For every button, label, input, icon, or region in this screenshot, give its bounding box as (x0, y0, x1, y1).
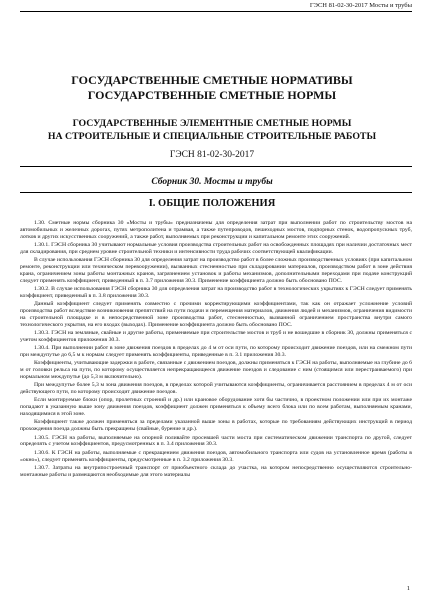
document-code: ГЭСН 81-02-30-2017 (169, 150, 255, 160)
page-number: 1 (406, 585, 410, 592)
sub-title-line: ГОСУДАРСТВЕННЫЕ ЭЛЕМЕНТНЫЕ СМЕТНЫЕ НОРМЫ (72, 118, 352, 129)
main-title-line: ГОСУДАРСТВЕННЫЕ СМЕТНЫЕ НОРМЫ (87, 88, 337, 102)
main-title (0, 73, 424, 103)
sub-title-line: НА СТРОИТЕЛЬНЫЕ И СПЕЦИАЛЬНЫЕ СТРОИТЕЛЬНЫЕ РАБОТЫ (47, 131, 377, 142)
paragraph: В случае использования ГЭСН сборника 30 для определения затрат на производство работ в более сложных производственных условиях (при капитальном ремонте, реконструкции или техническом перевооружении), вызванных стесненностью при складировании материалов, производством работ в зоне действия крана, ограничением зоны работы монтажных кранов, загрязнением установок и работы механизмов, дополнительными переходами при подаче конструкций следует применять коэффициент, приведенный в п. 3.7 приложения 30.3. Применение коэффициента должно быть обосновано ПОС. (20, 257, 412, 284)
paragraph: 1.30.1. ГЭСН сборника 30 учитывают нормальные условия производства строительных работ на освобожденных площадях при наличии достаточных мест для складирования, при среднем уровне строительной техники и интенсивности труда рабочих соответствующей квалификации. (20, 242, 412, 255)
collection-divider (20, 192, 412, 193)
paragraph: 1.30.4. При выполнении работ в зоне движения поездов в пределах до 4 м от оси пути, по которому происходит движение поездов, или на смежном пути при междупутье до 6,5 м к нормам следует применять коэффициенты, приведенные в п. 3.1 приложения 30.3. (20, 345, 412, 359)
paragraph: Коэффициенты, учитывающие задержки в работе, связанные с движением поездов, должны применяться к ГЭСН на работы, выполняемые на глубине до 6 м от головки рельса на пути, по которому осуществляется непрекращающееся движение поездов и следование с ним (стоящимся или перестраиваемого) при нормальном междупутье (до 5,3 м включительно). (20, 360, 412, 381)
body-text (20, 220, 412, 480)
paragraph: 1.30. Сметные нормы сборника 30 «Мосты и трубы» предназначены для определения затрат при выполнении работ по строительству мостов на автомобильных и железных дорогах, путях метрополитена и трамвая, а также путепроводов, пешеходных мостов, подпорных стенок, водопропускных труб, лотков и других искусственных сооружений, а также работ, выполняемых при реконструкции и капитальном ремонте этих сооружений. (20, 220, 412, 240)
paragraph: 1.30.2. В случае использования ГЭСН сборника 30 для определения затрат на производство работ в технологических укрытиях к ГЭСН следует применять коэффициент, приведенный в п. 3.8 приложения 30.3. (20, 286, 412, 299)
paragraph: 1.30.7. Затраты на внутрипостроечный транспорт от приобъектного склада до участка, на котором непосредственно осуществляются строительно-монтажные работы и размещаются необходимые для этого материалы (20, 464, 412, 478)
paragraph: Данный коэффициент следует применять совместно с прочими корректирующими коэффициентами, так как он отражает усложнение условий производства работ вследствие возникновения препятствий на пути подачи и перемещения материалов, движения людей и механизмов, ограничения видимости на строительной площадке и в непосредственной зоне производства работ, стесненностью, вызванной ограничением пространства внутри самого технологического укрытия, на его входах (выходах). Применение коэффициента должно быть обосновано ПОС. (20, 301, 412, 328)
running-header: ГЭСН 81-02-30-2017 Мосты и трубы (309, 2, 412, 9)
paragraph: 1.30.5. ГЭСН на работы, выполняемые на опорной поливайте просевшей части моста при систематическом движении транспорта по другой, следует определять с учетом коэффициентов, предусмотренных в п. 3.4 приложения 30.3. (20, 434, 412, 448)
section-heading: I. ОБЩИЕ ПОЛОЖЕНИЯ (148, 198, 276, 209)
sub-title (0, 117, 424, 143)
paragraph: 1.30.6. К ГЭСН на работы, выполняемые с прекращением движения поездов, автомобильного транспорта или судов на установленное время (работы в «окно»), следует применять коэффициенты, предусмотренные в п. 3.2 приложения 30.3. (20, 449, 412, 463)
paragraph: Коэффициент также должен применяться за пределами указанной выше зоны в работах, которые по требованиям действующих инструкций в период прохождения поезда должны быть прекращены (свайные, бурение и др.). (20, 419, 412, 433)
code-divider (20, 166, 412, 167)
header-divider (20, 11, 412, 12)
paragraph: При междупутье более 5,3 м зона движения поездов, в пределах которой учитываются коэффициенты, ограничивается расстоянием в пределах 4 м от оси действующего пути, по которому происходит движение поездов. (20, 382, 412, 396)
paragraph: Если монтируемые блоки (опор, пролетных строений и др.) или крановое оборудование хотя бы частично, в проектном положении или при их монтаже попадают в указанную выше зону движения поездов, коэффициент должен применяться к объему всего блока или по всем работам, выполняемым кранами, находящимися в этой зоне. (20, 397, 412, 418)
paragraph: 1.30.3. ГЭСН на земляные, свайные и другие работы, применяемые при строительстве мостов и труб и не вошедшие в сборник 30, должны применяться с учетом коэффициентов приложения 30.3. (20, 330, 412, 343)
main-title-line: ГОСУДАРСТВЕННЫЕ СМЕТНЫЕ НОРМАТИВЫ (71, 73, 353, 87)
collection-title: Сборник 30. Мосты и трубы (151, 177, 273, 187)
